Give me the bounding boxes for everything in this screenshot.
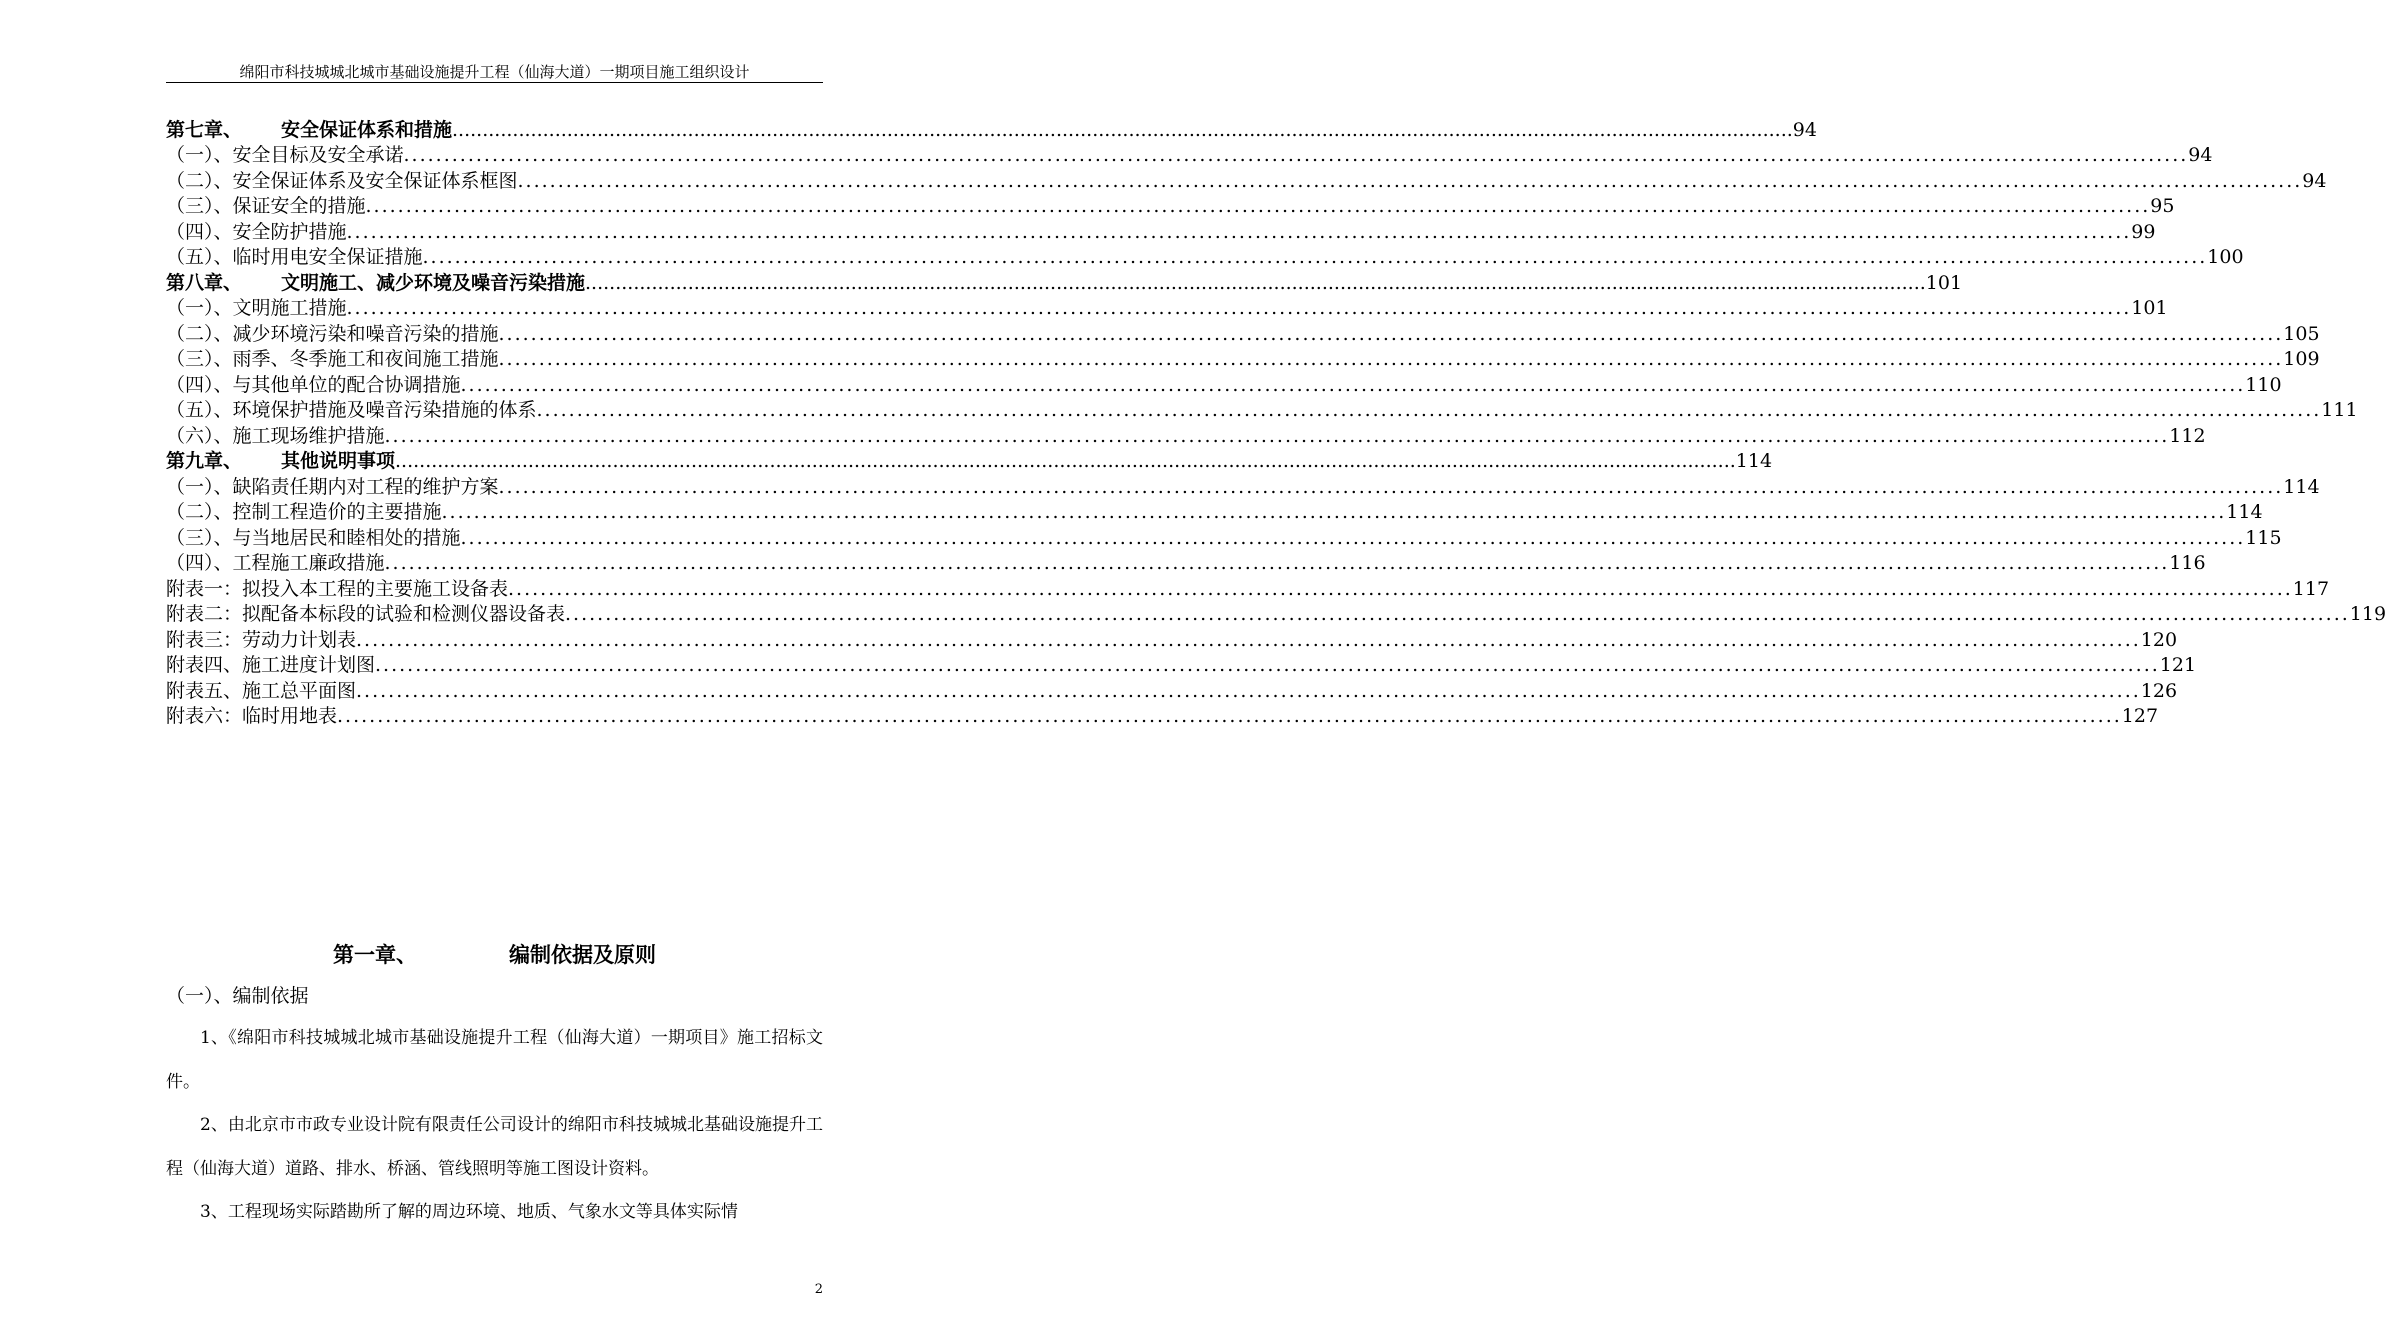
toc-entry-title: （一）、文明施工措施: [166, 297, 347, 319]
toc-entry-title: 附表二：拟配备本标段的试验和检测仪器设备表: [166, 603, 566, 625]
toc-leader-dots: ..............................................................................................................................................................................................................................: [356, 679, 2141, 702]
toc-chapter-title: 安全保证体系和措施: [281, 118, 453, 141]
toc-leader-dots: ..............................................................................................................................................................................................................................: [460, 526, 2246, 549]
toc-entry-title: 附表六：临时用地表: [166, 705, 338, 727]
toc-page-number: 114: [2283, 475, 2320, 498]
toc-entry[interactable]: [166, 627, 2178, 653]
paragraph: 3、工程现场实际踏勘所了解的周边环境、地质、气象水文等具体实际情: [200, 1202, 738, 1222]
toc-page-number: 94: [2188, 144, 2213, 166]
toc-entry-title: （四）、与其他单位的配合协调措施: [166, 373, 461, 396]
toc-page-number: 101: [1925, 271, 1963, 294]
toc-leader-dots: ..............................................................................................................................................................................................................................: [452, 118, 1793, 141]
toc-entry[interactable]: [166, 500, 2263, 526]
toc-page-number: 109: [2283, 348, 2320, 370]
toc-leader-dots: ..............................................................................................................................................................................................................................: [508, 577, 2293, 600]
toc-entry-title: （二）、安全保证体系及安全保证体系框图: [166, 169, 518, 192]
toc-leader-dots: ..............................................................................................................................................................................................................................: [337, 705, 2122, 727]
toc-entry[interactable]: [166, 525, 2282, 551]
paragraph: 1、《绵阳市科技城城北城市基础设施提升工程（仙海大道）一期项目》施工招标文件。: [166, 1028, 823, 1092]
toc-leader-dots: ..............................................................................................................................................................................................................................: [460, 373, 2246, 396]
toc-entry-title: （六）、施工现场维护措施: [166, 424, 385, 447]
toc-entry[interactable]: [166, 678, 2178, 704]
toc-chapter-entry[interactable]: [166, 449, 1773, 475]
toc-page-number: 105: [2283, 322, 2320, 345]
toc-entry[interactable]: [166, 423, 2206, 449]
toc-leader-dots: ..............................................................................................................................................................................................................................: [585, 271, 1926, 294]
toc-entry-title: 附表一：拟投入本工程的主要施工设备表: [166, 577, 509, 600]
toc-entry-title: （五）、环境保护措施及噪音污染措施的体系: [166, 399, 537, 421]
toc-page-number: 101: [2131, 297, 2168, 319]
toc-chapter-entry[interactable]: [166, 270, 1963, 296]
toc-leader-dots: ..............................................................................................................................................................................................................................: [403, 144, 2189, 166]
toc-leader-dots: ..............................................................................................................................................................................................................................: [565, 603, 2350, 625]
toc-leader-dots: ..............................................................................................................................................................................................................................: [384, 424, 2170, 447]
toc-entry-title: （五）、临时用电安全保证措施: [166, 246, 423, 268]
toc-entry[interactable]: [166, 347, 2320, 373]
toc-entry[interactable]: [166, 474, 2320, 500]
toc-leader-dots: ..............................................................................................................................................................................................................................: [356, 628, 2141, 651]
toc-page-number: 116: [2169, 552, 2206, 574]
toc-entry[interactable]: [166, 398, 2358, 424]
toc-page-number: 94: [1792, 118, 1817, 141]
toc-page-number: 111: [2321, 399, 2358, 421]
toc-page-number: 115: [2245, 526, 2282, 549]
toc-entry-title: （三）、雨季、冬季施工和夜间施工措施: [166, 348, 499, 370]
toc-leader-dots: ..............................................................................................................................................................................................................................: [346, 297, 2132, 319]
toc-page-number: 126: [2140, 679, 2178, 702]
toc-chapter-entry[interactable]: [166, 117, 1817, 143]
toc-entry-title: 附表五、施工总平面图: [166, 679, 357, 702]
toc-entry-title: （一）、安全目标及安全承诺: [166, 144, 404, 166]
toc-entry-title: （一）、缺陷责任期内对工程的维护方案: [166, 475, 499, 498]
toc-chapter-number: 第七章、: [166, 118, 243, 141]
toc-page-number: 99: [2131, 220, 2156, 243]
toc-page-number: 120: [2140, 628, 2178, 651]
toc-chapter-number: 第九章、: [166, 450, 243, 472]
toc-entry[interactable]: [166, 372, 2282, 398]
toc-entry-title: 附表三：劳动力计划表: [166, 628, 357, 651]
toc-leader-dots: ..............................................................................................................................................................................................................................: [365, 195, 2151, 217]
toc-entry-title: （二）、控制工程造价的主要措施: [166, 501, 442, 523]
running-header: 绵阳市科技城城北城市基础设施提升工程（仙海大道）一期项目施工组织设计: [166, 62, 823, 83]
toc-page-number: 114: [1735, 450, 1773, 472]
toc-entry-title: （二）、减少环境污染和噪音污染的措施: [166, 322, 499, 345]
toc-chapter-title: 文明施工、减少环境及噪音污染措施: [281, 271, 586, 294]
toc-entry[interactable]: [166, 576, 2330, 602]
toc-entry[interactable]: [166, 653, 2197, 679]
toc-entry-title: [166, 271, 585, 296]
toc-page-number: 100: [2207, 246, 2244, 268]
toc-page-number: 95: [2150, 195, 2175, 217]
toc-page-number: 121: [2159, 654, 2197, 676]
toc-leader-dots: ..............................................................................................................................................................................................................................: [498, 348, 2284, 370]
toc-entry[interactable]: [166, 143, 2213, 169]
toc-entry[interactable]: [166, 551, 2206, 577]
toc-entry-title: 附表四、施工进度计划图: [166, 654, 376, 676]
toc-leader-dots: ..............................................................................................................................................................................................................................: [517, 169, 2303, 192]
toc-leader-dots: ..............................................................................................................................................................................................................................: [346, 220, 2132, 243]
toc-leader-dots: ..............................................................................................................................................................................................................................: [384, 552, 2170, 574]
toc-chapter-title: 其他说明事项: [281, 450, 396, 472]
toc-entry-title: （四）、安全防护措施: [166, 220, 347, 243]
toc-page-number: 110: [2245, 373, 2282, 396]
toc-chapter-number: 第八章、: [166, 271, 243, 294]
toc-entry-title: [166, 118, 452, 143]
toc-entry[interactable]: [166, 245, 2244, 271]
toc-leader-dots: ..............................................................................................................................................................................................................................: [395, 450, 1736, 472]
chapter-title-text: 编制依据及原则: [509, 942, 656, 967]
toc-entry[interactable]: [166, 321, 2320, 347]
toc-leader-dots: ..............................................................................................................................................................................................................................: [422, 246, 2208, 268]
toc-leader-dots: ..............................................................................................................................................................................................................................: [498, 322, 2284, 345]
toc-entry-title: （四）、工程施工廉政措施: [166, 552, 385, 574]
toc-page-number: 117: [2292, 577, 2330, 600]
toc-page-number: 112: [2169, 424, 2206, 447]
toc-entry[interactable]: [166, 296, 2168, 322]
toc-page-number: 127: [2121, 705, 2159, 727]
toc-leader-dots: ..............................................................................................................................................................................................................................: [498, 475, 2284, 498]
toc-entry-title: （三）、保证安全的措施: [166, 195, 366, 217]
paragraph: 2、由北京市市政专业设计院有限责任公司设计的绵阳市科技城城北基础设施提升工程（仙海大道）道路、排水、桥涵、管线照明等施工图设计资料。: [166, 1115, 823, 1179]
page-number: 2: [814, 1282, 823, 1297]
toc-entry-title: [166, 449, 395, 474]
toc-entry[interactable]: [166, 168, 2327, 194]
table-of-contents: [166, 117, 2386, 729]
toc-entry[interactable]: [166, 602, 2386, 628]
chapter-number: 第一章、: [333, 942, 417, 967]
toc-page-number: 114: [2226, 501, 2263, 523]
toc-page-number: 119: [2349, 603, 2386, 625]
toc-leader-dots: ..............................................................................................................................................................................................................................: [375, 654, 2160, 676]
toc-leader-dots: ..............................................................................................................................................................................................................................: [536, 399, 2322, 421]
toc-entry[interactable]: [166, 194, 2175, 220]
body-text: [166, 1017, 823, 1235]
toc-leader-dots: ..............................................................................................................................................................................................................................: [441, 501, 2227, 523]
toc-entry-title: （三）、与当地居民和睦相处的措施: [166, 526, 461, 549]
section-heading: （一）、编制依据: [166, 985, 309, 1007]
toc-page-number: 94: [2302, 169, 2327, 192]
chapter-heading: [166, 940, 823, 970]
toc-entry[interactable]: [166, 704, 2159, 730]
toc-entry[interactable]: [166, 219, 2156, 245]
